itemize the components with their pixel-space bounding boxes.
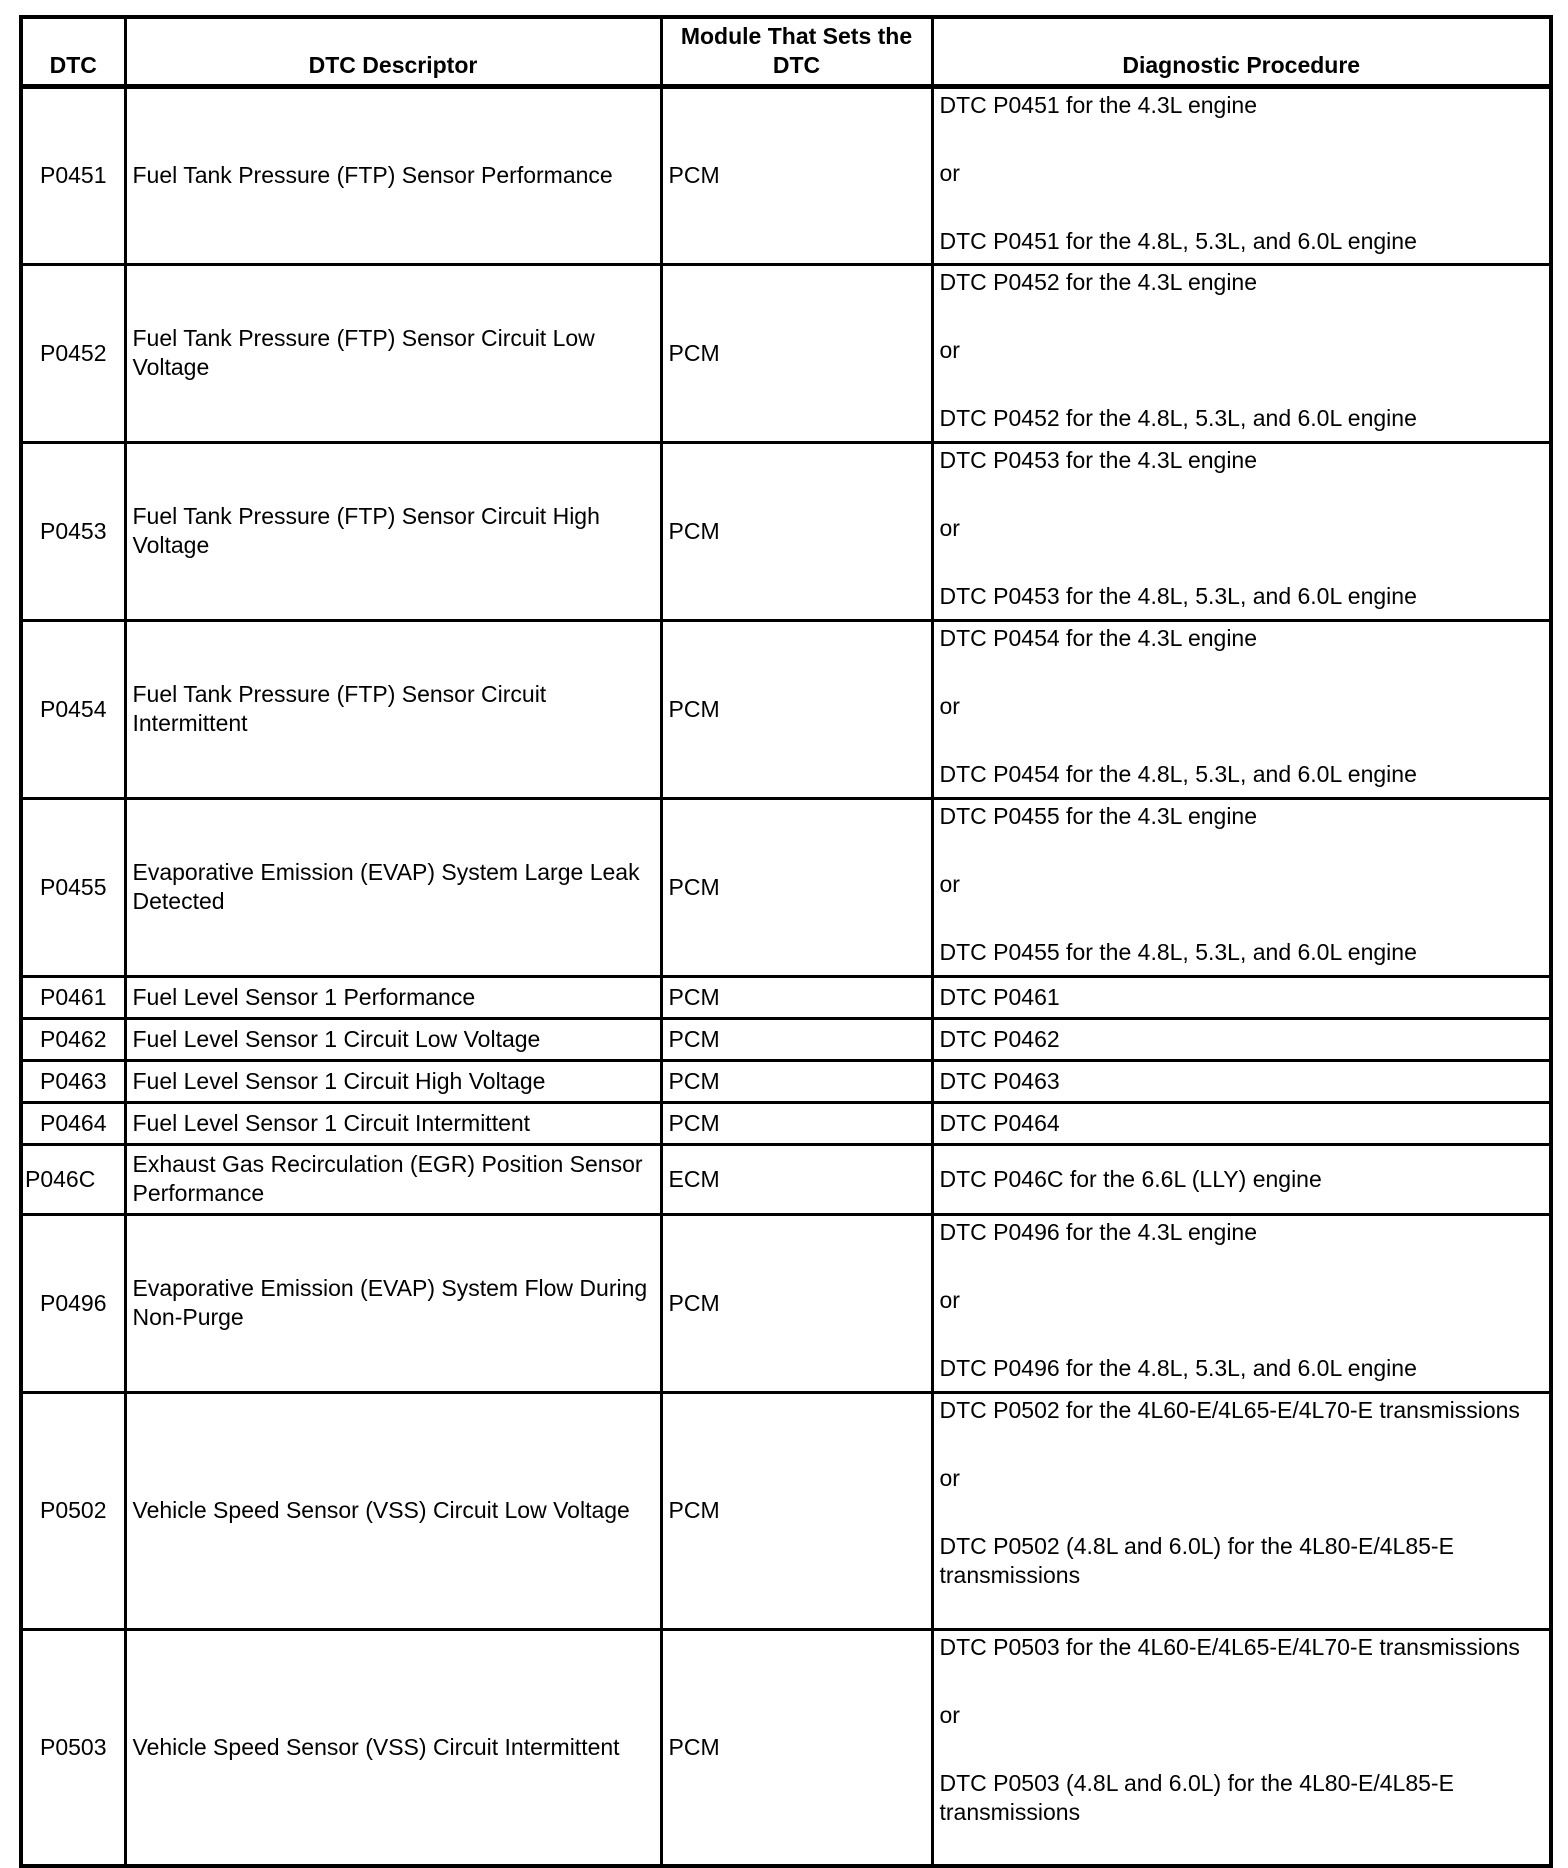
procedure-link[interactable]: DTC P0503 (4.8L and 6.0L) for the 4L80-E/4L85-E transmissions (939, 1769, 1454, 1825)
procedure-spacer (940, 831, 1544, 870)
table-row (21, 1629, 1551, 1866)
procedure-spacer (940, 1247, 1544, 1286)
table-row (21, 1144, 1551, 1214)
module-cell: PCM (661, 620, 932, 798)
table-row (21, 1018, 1551, 1060)
procedure-link[interactable]: DTC P0455 for the 4.8L, 5.3L, and 6.0L engine (939, 938, 1417, 965)
procedure-cell (932, 1060, 1551, 1102)
procedure-link[interactable]: DTC P046C for the 6.6L (LLY) engine (939, 1165, 1322, 1192)
procedure-link[interactable]: DTC P0463 (939, 1067, 1060, 1094)
dtc-descriptor: Fuel Tank Pressure (FTP) Sensor Circuit Intermittent (125, 620, 661, 798)
procedure-link[interactable]: DTC P0503 for the 4L60-E/4L65-E/4L70-E transmissions (939, 1633, 1520, 1660)
procedure-link[interactable]: DTC P0453 for the 4.8L, 5.3L, and 6.0L engine (939, 582, 1417, 609)
procedure-link[interactable]: DTC P0502 for the 4L60-E/4L65-E/4L70-E transmissions (939, 1396, 1520, 1423)
procedure-cell (932, 1392, 1551, 1629)
dtc-code: P0461 (21, 976, 125, 1018)
dtc-code: P0464 (21, 1102, 125, 1144)
procedure-spacer (940, 1315, 1544, 1354)
header-procedure: Diagnostic Procedure (932, 17, 1551, 86)
procedure-cell (932, 442, 1551, 620)
procedure-link[interactable]: DTC P0454 for the 4.3L engine (939, 624, 1258, 651)
procedure-link[interactable]: DTC P0462 (939, 1025, 1060, 1052)
procedure-link[interactable]: DTC P0496 for the 4.3L engine (939, 1218, 1258, 1245)
table-row (21, 1392, 1551, 1629)
procedure-cell (932, 86, 1551, 264)
procedure-cell (932, 1018, 1551, 1060)
table-row (21, 264, 1551, 442)
procedure-link[interactable]: DTC P0452 for the 4.8L, 5.3L, and 6.0L engine (939, 404, 1417, 431)
procedure-link[interactable]: DTC P0451 for the 4.3L engine (939, 91, 1258, 118)
module-cell: PCM (661, 442, 932, 620)
procedure-link[interactable]: DTC P0464 (939, 1109, 1060, 1136)
dtc-table (19, 15, 1553, 1868)
dtc-code: P0463 (21, 1060, 125, 1102)
header-descriptor: DTC Descriptor (125, 17, 661, 86)
procedure-spacer (940, 721, 1544, 760)
procedure-spacer (940, 188, 1544, 227)
procedure-spacer (940, 543, 1544, 582)
table-row (21, 798, 1551, 976)
table-row (21, 620, 1551, 798)
dtc-descriptor: Exhaust Gas Recirculation (EGR) Position Sensor Performance (125, 1144, 661, 1214)
procedure-cell (932, 976, 1551, 1018)
procedure-cell (932, 264, 1551, 442)
procedure-spacer (940, 1425, 1544, 1464)
module-cell: PCM (661, 798, 932, 976)
table-row (21, 1102, 1551, 1144)
table-row (21, 442, 1551, 620)
dtc-descriptor: Fuel Tank Pressure (FTP) Sensor Performance (125, 86, 661, 264)
module-cell: PCM (661, 976, 932, 1018)
procedure-spacer (940, 365, 1544, 404)
procedure-spacer (940, 899, 1544, 938)
table-row (21, 86, 1551, 264)
table-header (21, 17, 1551, 86)
dtc-descriptor: Fuel Level Sensor 1 Circuit High Voltage (125, 1060, 661, 1102)
procedure-or: or (939, 692, 960, 719)
dtc-descriptor: Fuel Tank Pressure (FTP) Sensor Circuit High Voltage (125, 442, 661, 620)
procedure-cell (932, 798, 1551, 976)
dtc-descriptor: Vehicle Speed Sensor (VSS) Circuit Intermittent (125, 1629, 661, 1866)
dtc-code: P0462 (21, 1018, 125, 1060)
table-body (21, 86, 1551, 1866)
module-cell: PCM (661, 86, 932, 264)
table-row (21, 1060, 1551, 1102)
dtc-code: P0453 (21, 442, 125, 620)
dtc-code: P0503 (21, 1629, 125, 1866)
module-cell: PCM (661, 1392, 932, 1629)
module-cell: PCM (661, 264, 932, 442)
module-cell: ECM (661, 1144, 932, 1214)
procedure-or: or (939, 514, 960, 541)
dtc-code: P0452 (21, 264, 125, 442)
procedure-spacer (940, 1493, 1544, 1532)
procedure-or: or (939, 870, 960, 897)
procedure-or: or (939, 1464, 960, 1491)
procedure-spacer (940, 475, 1544, 514)
table-row (21, 1214, 1551, 1392)
procedure-link[interactable]: DTC P0451 for the 4.8L, 5.3L, and 6.0L engine (939, 227, 1417, 254)
procedure-spacer (940, 1730, 1544, 1769)
dtc-code: P046C (21, 1144, 125, 1214)
dtc-descriptor: Fuel Level Sensor 1 Circuit Intermittent (125, 1102, 661, 1144)
dtc-code: P0454 (21, 620, 125, 798)
module-cell: PCM (661, 1214, 932, 1392)
header-row (21, 17, 1551, 86)
procedure-link[interactable]: DTC P0502 (4.8L and 6.0L) for the 4L80-E/4L85-E transmissions (939, 1532, 1454, 1588)
module-cell: PCM (661, 1060, 932, 1102)
dtc-code: P0502 (21, 1392, 125, 1629)
dtc-descriptor: Fuel Level Sensor 1 Circuit Low Voltage (125, 1018, 661, 1060)
procedure-spacer (940, 1662, 1544, 1701)
dtc-descriptor: Evaporative Emission (EVAP) System Large Leak Detected (125, 798, 661, 976)
module-cell: PCM (661, 1018, 932, 1060)
procedure-cell (932, 1144, 1551, 1214)
dtc-code: P0496 (21, 1214, 125, 1392)
procedure-or: or (939, 336, 960, 363)
procedure-spacer (940, 653, 1544, 692)
dtc-descriptor: Vehicle Speed Sensor (VSS) Circuit Low Voltage (125, 1392, 661, 1629)
dtc-descriptor: Evaporative Emission (EVAP) System Flow During Non-Purge (125, 1214, 661, 1392)
procedure-link[interactable]: DTC P0461 (939, 983, 1060, 1010)
module-cell: PCM (661, 1102, 932, 1144)
procedure-link[interactable]: DTC P0454 for the 4.8L, 5.3L, and 6.0L engine (939, 760, 1417, 787)
procedure-or: or (939, 159, 960, 186)
dtc-descriptor: Fuel Tank Pressure (FTP) Sensor Circuit Low Voltage (125, 264, 661, 442)
header-module: Module That Sets the DTC (661, 17, 932, 86)
dtc-descriptor: Fuel Level Sensor 1 Performance (125, 976, 661, 1018)
dtc-code: P0451 (21, 86, 125, 264)
procedure-cell (932, 1629, 1551, 1866)
table-row (21, 976, 1551, 1018)
dtc-code: P0455 (21, 798, 125, 976)
procedure-cell (932, 1102, 1551, 1144)
module-cell: PCM (661, 1629, 932, 1866)
procedure-cell (932, 620, 1551, 798)
procedure-cell (932, 1214, 1551, 1392)
procedure-or: or (939, 1286, 960, 1313)
procedure-or: or (939, 1701, 960, 1728)
procedure-link[interactable]: DTC P0455 for the 4.3L engine (939, 802, 1258, 829)
procedure-link[interactable]: DTC P0453 for the 4.3L engine (939, 446, 1258, 473)
procedure-spacer (940, 120, 1544, 159)
procedure-link[interactable]: DTC P0496 for the 4.8L, 5.3L, and 6.0L engine (939, 1354, 1417, 1381)
procedure-spacer (940, 297, 1544, 336)
header-dtc: DTC (21, 17, 125, 86)
procedure-link[interactable]: DTC P0452 for the 4.3L engine (939, 268, 1258, 295)
